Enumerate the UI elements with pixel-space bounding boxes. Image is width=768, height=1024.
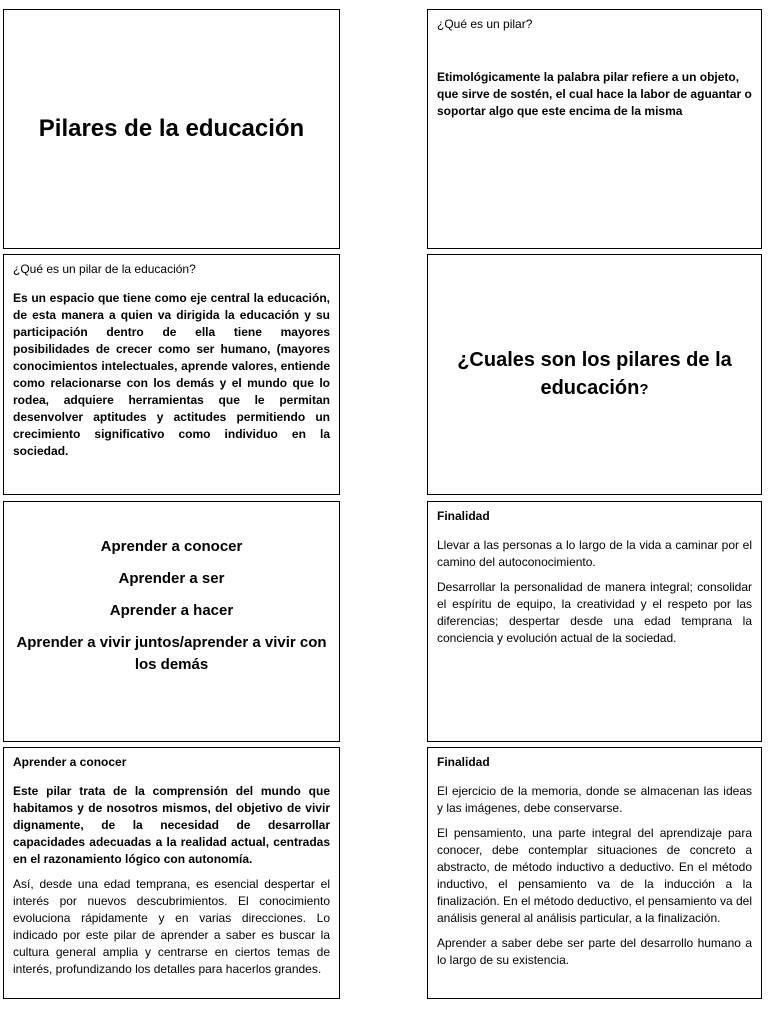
aprender-a-conocer-card <box>3 747 340 999</box>
question-mark: ? <box>639 380 649 398</box>
card-heading: Finalidad <box>437 755 490 769</box>
card-paragraph: Así, desde una edad temprana, es esencial despertar el interés por nuevos descubrimientos. El conocimiento evoluciona rápidamente y en varias direcciones. Lo indicado por este pilar de aprender a saber es buscar la cultura general amplia y centrarse en ciertos temas de interés, profundizando los detalles para hacerlos grandes. <box>13 877 330 976</box>
question-title-text: ¿Cuales son los pilares de la educación <box>457 348 732 399</box>
question-title <box>428 346 761 404</box>
title-card <box>3 9 340 249</box>
card-paragraph: Etimológicamente la palabra pilar refiere a un objeto, que sirve de sostén, el cual hace la labor de aguantar o soportar algo que este encima de la misma <box>437 70 752 118</box>
card-heading: Aprender a conocer <box>13 755 127 769</box>
education-pilar-card <box>3 254 340 495</box>
finalidad-card-2 <box>427 747 762 999</box>
pilar-definition-card <box>427 9 762 249</box>
list-item: Aprender a conocer <box>100 538 243 555</box>
card-paragraph: Es un espacio que tiene como eje central la educación, de esta manera a quien va dirigida la educación y su participación dentro de ella tiene mayores posibilidades de crecer como ser humano, (mayores conocimientos intelectuales, aprende valores, entiende como relacionarse con los demás y el mundo que lo rodea, adquiere herramientas que le permitan desenvolver aptitudes y actitudes permitiendo un crecimiento significativo como individuo en la sociedad. <box>13 291 330 458</box>
card-paragraph: Llevar a las personas a lo largo de la vida a caminar por el camino del autoconocimiento. <box>437 538 752 569</box>
card-paragraph: Aprender a saber debe ser parte del desarrollo humano a lo largo de su existencia. <box>437 936 752 967</box>
card-heading: ¿Qué es un pilar? <box>437 17 533 31</box>
document-title: Pilares de la educación <box>38 115 305 142</box>
card-paragraph: Este pilar trata de la comprensión del mundo que habitamos y de nosotros mismos, del objetivo de vivir dignamente, de la necesidad de desarrollar capacidades adecuadas a la realidad actual, centradas en el razonamiento lógico con autonomía. <box>13 784 330 866</box>
card-paragraph: El ejercicio de la memoria, donde se almacenan las ideas y las imágenes, debe conservarse. <box>437 784 752 815</box>
list-item: Aprender a vivir juntos/aprender a vivir con los demás <box>16 634 327 673</box>
list-item: Aprender a hacer <box>109 602 234 619</box>
finalidad-card <box>427 501 762 742</box>
question-card <box>427 254 762 495</box>
list-item: Aprender a ser <box>118 570 225 587</box>
pillars-list-card <box>3 501 340 742</box>
card-heading: Finalidad <box>437 509 490 523</box>
pillars-list <box>4 536 339 686</box>
card-heading: ¿Qué es un pilar de la educación? <box>13 262 196 276</box>
card-paragraph: El pensamiento, una parte integral del aprendizaje para conocer, debe contemplar situaciones de concreto a abstracto, de método inductivo a deductivo. En el método inductivo, el pensamiento va de la inducción a la finalización. En el método deductivo, el pensamiento va del análisis general al análisis particular, a la finalización. <box>437 826 752 925</box>
card-paragraph: Desarrollar la personalidad de manera integral; consolidar el espíritu de equipo, la creatividad y el respeto por las diferencias; despertar desde una edad temprana la conciencia y evolución actual de la sociedad. <box>437 580 752 645</box>
